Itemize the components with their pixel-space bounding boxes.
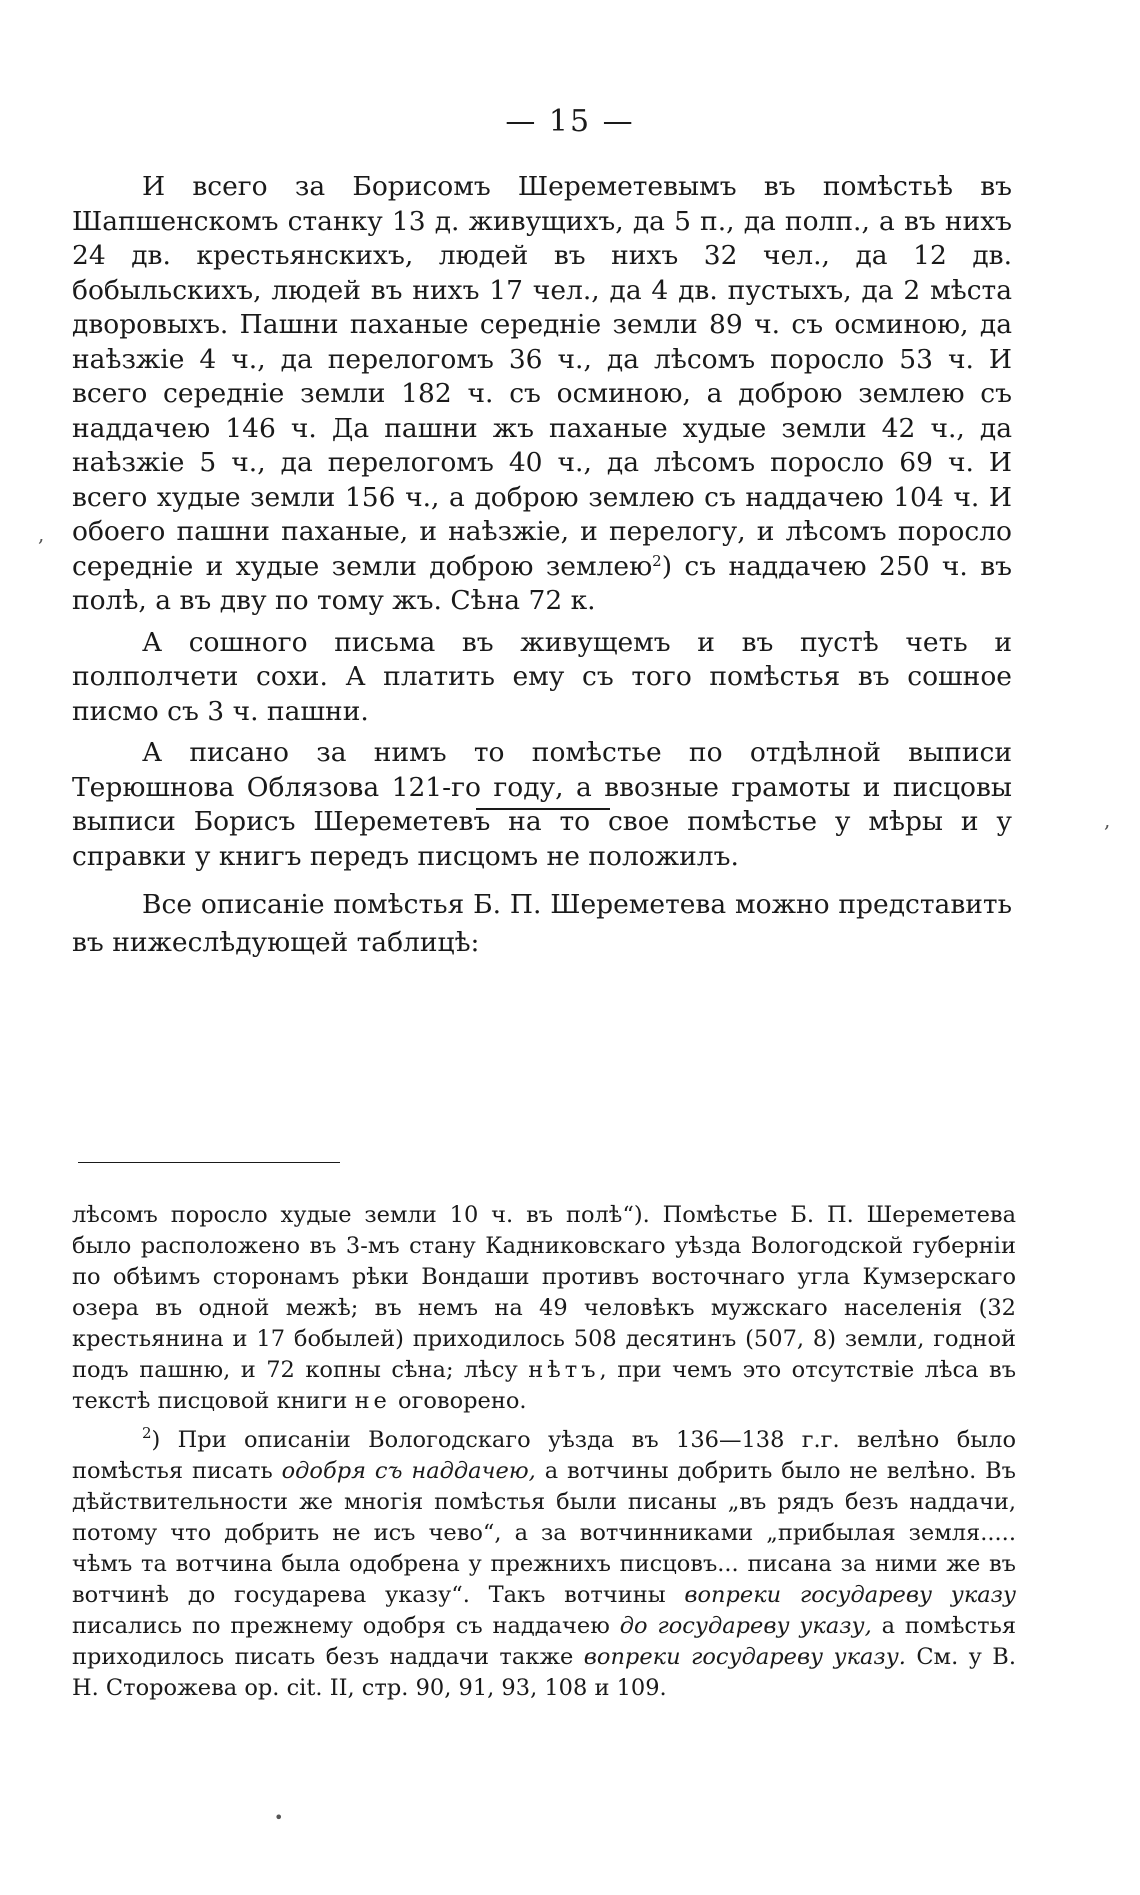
section-separator <box>476 808 610 810</box>
paragraph-1 <box>72 170 1012 619</box>
footnote-2-text-1: ) При описаніи Вологодскаго уѣзда въ 136—138 г.г. велѣно было помѣстья писать <box>72 1427 1016 1484</box>
margin-mark: , <box>38 522 45 546</box>
footnote-1-continuation <box>72 1200 1016 1417</box>
print-speck: • <box>274 1808 284 1827</box>
footnote-2-italic-2: вопреки государеву указу <box>684 1582 1016 1608</box>
table-intro <box>72 886 1012 962</box>
footnote-2-italic-4: вопреки государеву указу. <box>583 1644 906 1670</box>
footnote-ref-2: 2 <box>652 551 662 570</box>
footnote-2-text-2: а вотчины добрить было не велѣно. Въ дѣйствительности же многія помѣстья были писаны „въ рядъ безъ наддачи, потому что добрить не исъ чево“, а за вотчинниками „прибылая земля..... чѣмъ та вотчина была одобрена у прежнихъ писцовъ... писана за ними же въ вотчинѣ до государева указу“. Такъ вотчины <box>72 1458 1016 1608</box>
footnote-2-marker: 2 <box>142 1424 152 1442</box>
footnotes <box>72 1200 1016 1704</box>
paragraph-1-tail: доброю землею <box>429 550 653 582</box>
page-number: — 15 — <box>505 104 635 139</box>
paragraph-1-body: И всего за Борисомъ Шереметевымъ въ помѣстьѣ въ Шапшенскомъ станку 13 д. живущихъ, да 5 п., да полп., а въ нихъ 24 дв. крестьянскихъ, людей въ нихъ 32 чел., да 12 дв. бобыльскихъ, людей въ нихъ 17 чел., да 4 дв. пустыхъ, да 2 мѣста дворовыхъ. Пашни паханые середніе земли 89 ч. съ осминою, да наѣзжіе 4 ч., да перелогомъ 36 ч., да лѣсомъ поросло 53 ч. И всего середніе земли 182 ч. съ осминою, а доброю землею съ наддачею 146 ч. Да пашни жъ паханые худые земли 42 ч., да наѣзжіе 5 ч., да перелогомъ 40 ч., да лѣсомъ поросло 69 ч. И всего худые земли 156 ч., а доброю землею съ наддачею 104 ч. И обоего пашни паханые, и наѣзжіе, и перелогу, и лѣсомъ поросло середніе и худые земли <box>72 171 1012 582</box>
footnote-2 <box>72 1425 1016 1704</box>
footnote-1-text-2: , при чемъ это отсутствіе лѣса въ текстѣ писцовой книги <box>72 1357 1017 1414</box>
main-text <box>72 170 1012 874</box>
footnote-2-text-4: а помѣстья приходилось писать безъ наддачи также <box>72 1613 1017 1670</box>
footnote-1-text: лѣсомъ поросло худые земли 10 ч. въ полѣ“). Помѣстье Б. П. Шереметева было расположено въ 3-мъ стану Кадниковскаго уѣзда Вологодской губерніи по обѣимъ сторонамъ рѣки Вондаши противъ восточнаго угла Кумзерскаго озера въ одной межѣ; въ немъ на 49 человѣкъ мужскаго населенія (32 крестьянина и 17 бобылей) приходилось 508 десятинъ (507, 8) земли, годной подъ пашню, и 72 копны сѣна; лѣсу <box>72 1202 1016 1383</box>
paragraph-3: А писано за нимъ то помѣстье по отдѣлной выписи Терюшнова Облязова 121-го году, а ввозные грамоты и писцовы выписи Борисъ Шереметевъ на то свое помѣстье у мѣры и у справки у книгъ передъ писцомъ не положилъ. <box>72 737 1012 872</box>
footnote-2-italic-1: одобря съ наддачею, <box>281 1458 536 1484</box>
margin-mark: , <box>1104 808 1111 832</box>
footnote-1-text-3: оговорено. <box>398 1388 527 1414</box>
paragraph-2: А сошного письма въ живущемъ и въ пустѣ четь и полполчети сохи. А платить ему съ того помѣстья въ сошное писмо съ 3 ч. пашни. <box>72 626 1012 727</box>
footnote-1-emphasis: нѣтъ <box>528 1357 600 1383</box>
footnote-2-text-3: писались по прежнему одобря съ наддачею <box>72 1613 620 1639</box>
footnote-2-italic-3: до государеву указу, <box>619 1613 872 1639</box>
table-intro-text: Все описаніе помѣстья Б. П. Шереметева можно представить въ нижеслѣдующей таблицѣ: <box>72 889 1012 958</box>
paragraph-1-end: ) съ наддачею 250 ч. въ полѣ, а въ дву по тому жъ. Сѣна 72 к. <box>72 550 1012 616</box>
footnote-rule <box>78 1162 340 1163</box>
footnote-1-emphasis-2: не <box>354 1388 391 1414</box>
footnote-2-text-5: См. у В. Н. Сторожева op. cit. II, стр. 90, 91, 93, 108 и 109. <box>72 1644 1016 1701</box>
